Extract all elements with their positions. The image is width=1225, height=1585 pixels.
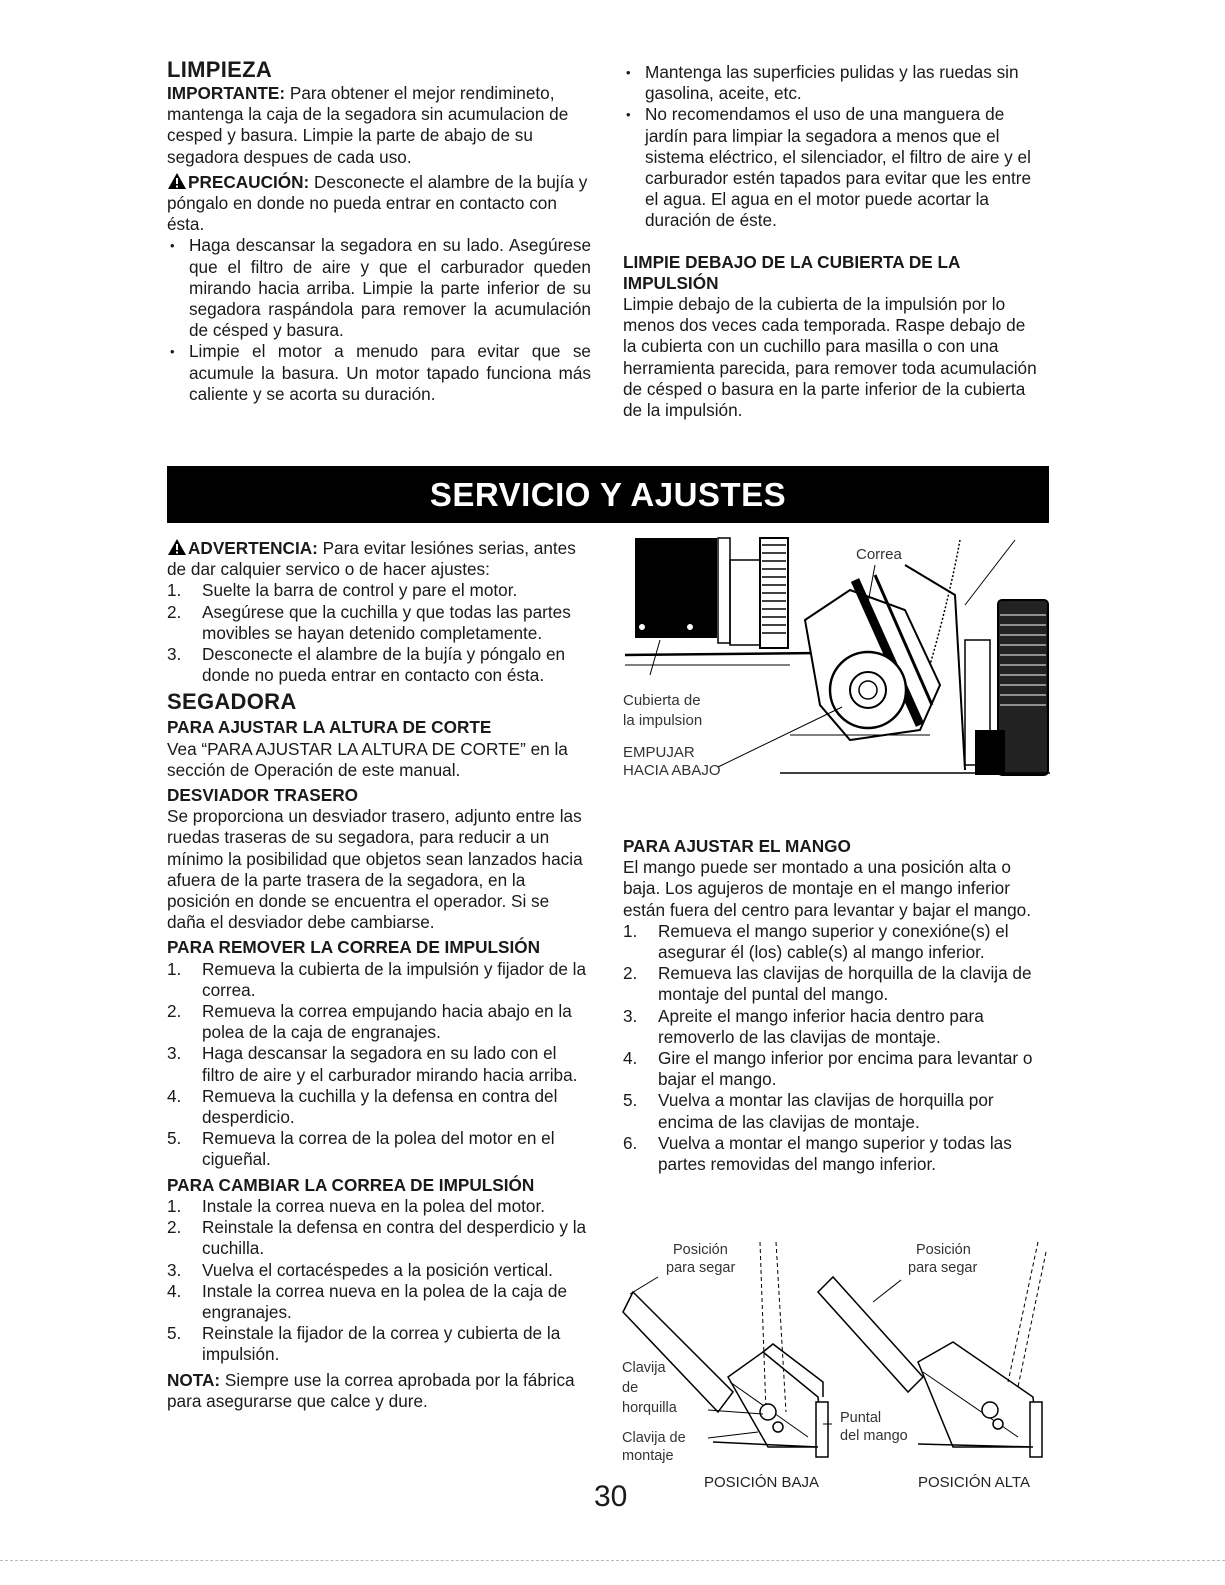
advertencia-paragraph [167, 538, 591, 580]
label-clavija: Clavija [622, 1360, 666, 1376]
list-item: 2. Reinstale la defensa en contra del desperdicio y la cuchilla. [167, 1217, 587, 1259]
label-correa: Correa [856, 546, 902, 563]
bottom-divider [0, 1560, 1225, 1561]
drive-belt-figure [620, 535, 1050, 780]
mango-section [623, 836, 1048, 1175]
label-clavija-de-montaje: Clavija de [622, 1430, 686, 1446]
servicio-left-section [167, 538, 591, 1412]
label-montaje: montaje [622, 1448, 674, 1464]
nota-paragraph [167, 1370, 591, 1412]
segadora-title: SEGADORA [167, 689, 297, 715]
list-item: 5. Reinstale la fijador de la correa y cubierta de la impulsión. [167, 1323, 561, 1365]
handle-position-figure [618, 1232, 1050, 1494]
label-puntal: Puntal [840, 1410, 882, 1426]
label-del-mango: del mango [840, 1428, 908, 1444]
caption-posicion-alta: POSICIÓN ALTA [918, 1474, 1030, 1491]
nota-label: NOTA: [167, 1369, 221, 1390]
list-item: • Limpie el motor a menudo para evitar que se acumule la basura. Un motor tapado funciona más caliente y se acorta su duración. [167, 341, 591, 405]
precaucion-label: PRECAUCIÓN: [188, 171, 310, 192]
list-item: • No recomendamos el uso de una manguera de jardín para limpiar la segadora a menos que el sistema eléctrico, el silenciador, el filtro de aire y el carburador estén tapados para evitar que les entre el agua. El agua en el motor puede acortar la duración de éste. [623, 104, 1043, 231]
warning-triangle-icon [167, 538, 187, 556]
label-horquilla: horquilla [622, 1400, 677, 1416]
limpieza-right-section [623, 62, 1043, 421]
list-item: 1. Instale la correa nueva en la polea del motor. [167, 1195, 546, 1216]
label-empujar-1: EMPUJAR [623, 744, 695, 761]
cambiar-title: PARA CAMBIAR LA CORREA DE IMPULSIÓN [167, 1174, 535, 1195]
advertencia-label: ADVERTENCIA: [188, 538, 318, 558]
advertencia-steps [167, 580, 591, 686]
altura-text: Vea “PARA AJUSTAR LA ALTURA DE CORTE” en la sección de Operación de este manual. [167, 738, 568, 780]
label-posicion-left: Posición [673, 1242, 728, 1258]
list-item: 5. Remueva la correa de la polea del motor en el cigueñal. [167, 1128, 555, 1170]
page-number: 30 [594, 1480, 628, 1513]
label-posicion-right: Posición [916, 1242, 971, 1258]
altura-title: PARA AJUSTAR LA ALTURA DE CORTE [167, 717, 492, 738]
list-item: 6. Vuelva a montar el mango superior y todas las partes removidas del mango inferior. [623, 1132, 1012, 1175]
label-empujar-2: HACIA ABAJO [623, 762, 721, 779]
air-filter-shape [635, 538, 717, 638]
list-item: 3. Desconecte el alambre de la bujía y póngalo en donde no pueda entrar en contacto con ésta. [167, 644, 566, 686]
desviador-text: Se proporciona un desviador trasero, adjunto entre las ruedas traseras de su segadora, para reducir a un mínimo la posibilidad que objetos sean lanzados hacia afuera de la parte trasera de la segadora, en la posición en donde se encuentra el operador. Si se daña el desviador debe cambiarse. [167, 806, 583, 933]
list-item: 2. Remueva la correa empujando hacia abajo en la polea de la caja de engranajes. [167, 1001, 572, 1043]
list-item: 4. Gire el mango inferior por encima para levantar o bajar el mango. [623, 1048, 1033, 1090]
list-item: 4. Remueva la cuchilla y la defensa en contra del desperdicio. [167, 1085, 558, 1128]
list-item: 3. Apreite el mango inferior hacia dentro para removerlo de las clavijas de montaje. [623, 1005, 984, 1047]
caption-posicion-baja: POSICIÓN BAJA [704, 1474, 820, 1491]
limpie-debajo-title: LIMPIE DEBAJO DE LA CUBIERTA DE LA IMPULSIÓN [623, 251, 960, 293]
precaucion-paragraph [167, 172, 591, 236]
limpieza-section [167, 57, 591, 405]
importante-label: IMPORTANTE: [167, 83, 286, 103]
limpieza-title: LIMPIEZA [167, 57, 273, 82]
label-cubierta-1: Cubierta de [623, 692, 701, 709]
limpie-debajo-text: Limpie debajo de la cubierta de la impulsión por lo menos dos veces cada temporada. Raspe debajo de la cubierta con un cuchillo para masilla o con una herramienta parecida, para remover toda acumulación de césped o basura en la parte inferior de la cubierta de la impulsión. [623, 294, 1037, 421]
precaucion-text: Desconecte el alambre de la bujía y póngalo en donde no pueda entrar en contacto con ésta. [167, 171, 588, 235]
mango-steps [623, 921, 1048, 1175]
list-item: 2. Remueva las clavijas de horquilla de la clavija de montaje del puntal del mango. [623, 963, 1032, 1005]
advertencia-text: Para evitar lesiónes serias, antes de dar calquier servico o de hacer ajustes: [167, 538, 576, 580]
remover-title: PARA REMOVER LA CORREA DE IMPULSIÓN [167, 937, 541, 958]
list-item: 1. Remueva el mango superior y conexióne(s) el asegurar él (los) cable(s) al mango inferior. [623, 920, 1009, 963]
list-item: • Haga descansar la segadora en su lado. Asegúrese que el filtro de aire y que el carburador queden mirando hacia arriba. Limpie la parte inferior de su segadora raspándola para remover la acumulación de césped y basura. [167, 235, 591, 341]
list-item: 3. Haga descansar la segadora en su lado con el filtro de aire y el carburador mirando hacia arriba. [167, 1043, 578, 1085]
limpieza-bullets [167, 235, 591, 405]
list-item: 2. Asegúrese que la cuchilla y que todas las partes movibles se hayan detenido completamente. [167, 601, 571, 643]
list-item: 5. Vuelva a montar las clavijas de horquilla por encima de las clavijas de montaje. [623, 1090, 994, 1132]
section-banner: SERVICIO Y AJUSTES [167, 466, 1049, 523]
list-item: 3. Vuelva el cortacéspedes a la posición vertical. [167, 1259, 553, 1280]
remover-steps [167, 959, 591, 1171]
importante-paragraph [167, 83, 591, 168]
desviador-title: DESVIADOR TRASERO [167, 785, 358, 806]
importante-text: Para obtener el mejor rendimineto, mantenga la caja de la segadora sin acumulacion de cesped y basura. Limpie la parte de abajo de su segadora despues de cada uso. [167, 83, 569, 167]
nota-text: Siempre use la correa aprobada por la fábrica para asegurarse que calce y dure. [167, 1369, 575, 1411]
label-de: de [622, 1380, 639, 1396]
label-para-segar-right: para segar [908, 1260, 978, 1276]
list-item: 1. Suelte la barra de control y pare el motor. [167, 580, 518, 601]
label-cubierta-2: la impulsion [623, 712, 703, 729]
warning-triangle-icon [167, 172, 187, 190]
list-item: 1. Remueva la cubierta de la impulsión y fijador de la correa. [167, 958, 587, 1000]
limpieza-right-bullets [623, 62, 1043, 232]
list-item: • Mantenga las superficies pulidas y las ruedas sin gasolina, aceite, etc. [623, 62, 1043, 104]
label-para-segar-left: para segar [666, 1260, 736, 1276]
mango-title: PARA AJUSTAR EL MANGO [623, 836, 851, 856]
mango-text: El mango puede ser montado a una posición alta o baja. Los agujeros de montaje en el mango inferior están fuera del centro para levantar y bajar el mango. [623, 857, 1031, 920]
list-item: 4. Instale la correa nueva en la polea de la caja de engranajes. [167, 1280, 568, 1322]
cambiar-steps [167, 1196, 591, 1366]
